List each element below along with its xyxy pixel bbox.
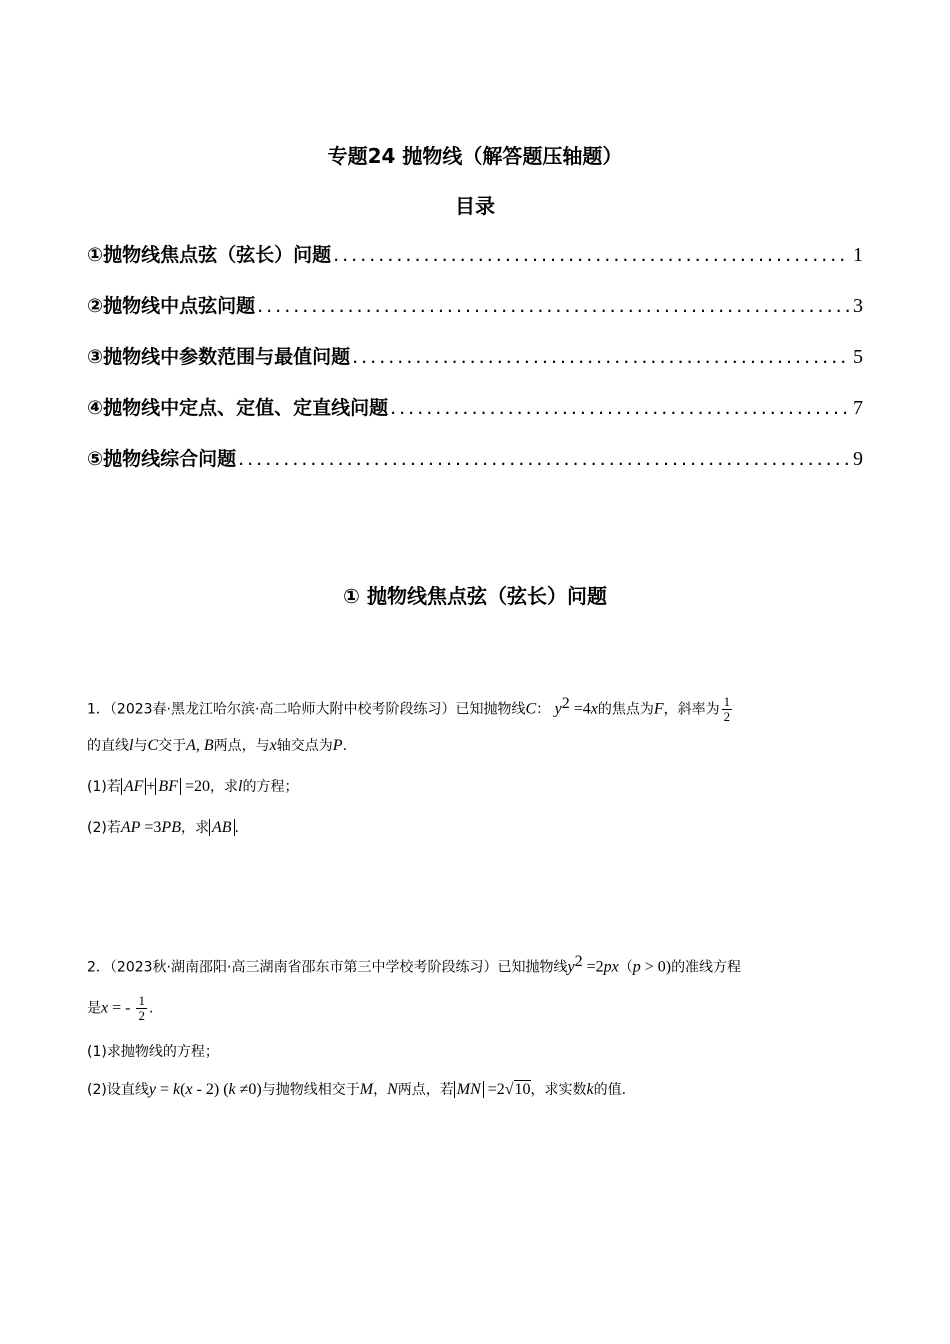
math-var: AP	[120, 819, 141, 836]
text: 交于	[158, 738, 187, 754]
problem-1-question-1	[87, 777, 298, 797]
problem-2-question-1	[87, 1042, 219, 1062]
math-var: PB	[161, 819, 181, 836]
punct: .	[148, 1000, 154, 1017]
text: (2)设直线	[87, 1082, 149, 1098]
math-exponent: 2	[574, 953, 583, 970]
math-var: A, B	[186, 737, 214, 754]
math-expr: =	[155, 1081, 173, 1098]
problem-number: 1．	[87, 701, 110, 718]
math-expr: =4	[569, 700, 591, 718]
fraction	[136, 994, 147, 1023]
math-var: y	[148, 1081, 156, 1098]
fraction-denominator: 2	[723, 709, 731, 725]
toc-entry-label: ①抛物线焦点弦（弦长）问题	[87, 244, 332, 266]
fraction	[722, 695, 733, 724]
math-var: k	[586, 1081, 594, 1098]
text: 与抛物线相交于	[261, 1082, 360, 1098]
problem-source: （2023秋·湖南邵阳·高三湖南省邵东市第三中学校考阶段练习）已知抛物线	[109, 959, 568, 976]
punct: .	[234, 820, 239, 836]
text: 的焦点为	[597, 701, 654, 718]
math-var: C	[147, 737, 159, 754]
math-var: P	[332, 737, 343, 754]
problem-1-line2	[87, 736, 347, 756]
problem-1-question-2	[87, 818, 239, 838]
toc-entry[interactable]	[87, 291, 863, 342]
math-var: l	[238, 778, 243, 795]
math-var: k	[172, 1081, 181, 1098]
problem-source: （2023春·黑龙江哈尔滨·高二哈师大附中校考阶段练习）已知抛物线	[109, 701, 526, 718]
math-var: N	[387, 1081, 398, 1098]
problem-2-question-2	[87, 1080, 626, 1100]
toc-entry-page: 1	[853, 244, 863, 266]
text: 与	[133, 738, 148, 754]
toc-leader-dots	[257, 295, 849, 317]
text: (1)若	[87, 779, 121, 795]
math-var: k	[228, 1081, 236, 1098]
toc-entry-page: 5	[853, 346, 863, 368]
math-var: x	[101, 999, 109, 1017]
math-var: x	[269, 737, 277, 754]
fraction-numerator: 1	[138, 993, 145, 1008]
text: (2)若	[87, 820, 121, 836]
text: ，求实数	[530, 1082, 587, 1098]
problem-number: 2．	[87, 959, 110, 976]
section-heading: ① 抛物线焦点弦（弦长）问题	[343, 584, 607, 608]
punct: （	[618, 959, 633, 976]
math-var: y	[567, 958, 575, 976]
math-expr: (	[180, 1081, 186, 1098]
text: ，求	[180, 820, 209, 836]
math-var: px	[603, 958, 619, 976]
toc-entry-label: ③抛物线中参数范围与最值问题	[87, 346, 351, 368]
math-abs: AF	[121, 778, 147, 795]
math-expr: = -	[108, 999, 135, 1017]
punct: .	[342, 738, 348, 754]
toc-leader-dots	[352, 346, 849, 368]
math-expr: - 2) (	[192, 1081, 229, 1098]
toc-entry[interactable]	[87, 393, 863, 444]
toc-entry-label: ④抛物线中定点、定值、定直线问题	[87, 397, 389, 419]
math-var: x	[590, 700, 598, 718]
math-var: l	[129, 737, 134, 754]
problem-2-stem	[87, 952, 741, 978]
math-expr: =2	[582, 958, 604, 976]
text: 的直线	[87, 738, 129, 754]
toc-entry-page: 9	[853, 448, 863, 470]
text: (1)求抛物线的方程；	[87, 1044, 219, 1060]
problem-1-stem	[87, 694, 734, 724]
text: ，求	[210, 779, 238, 795]
math-sqrt-radicand: 10	[514, 1081, 531, 1098]
math-var: x	[185, 1081, 193, 1098]
text: 两点，与	[213, 738, 270, 754]
toc-heading: 目录	[455, 194, 495, 218]
sqrt-sign: √	[504, 1081, 514, 1098]
text: 的准线方程	[671, 959, 742, 976]
fraction-numerator: 1	[723, 694, 731, 710]
punct: ：	[536, 701, 551, 718]
document-title: 专题24 抛物线（解答题压轴题）	[327, 144, 623, 168]
toc-entry[interactable]	[87, 342, 863, 393]
math-abs: AB	[209, 819, 235, 836]
math-var: C	[525, 700, 537, 718]
toc-entry[interactable]	[87, 240, 863, 291]
math-abs: BF	[155, 778, 181, 795]
text: ，斜率为	[663, 701, 720, 718]
text: 的方程；	[242, 779, 299, 795]
text: 的值.	[593, 1082, 627, 1098]
math-expr: =2	[483, 1081, 505, 1098]
toc-entry-page: 3	[853, 295, 863, 317]
math-expr: ≠0)	[235, 1081, 262, 1098]
math-abs: MN	[454, 1081, 484, 1098]
text: 是	[87, 1000, 101, 1017]
math-exponent: 2	[561, 695, 570, 712]
toc-leader-dots	[390, 397, 849, 419]
toc-leader-dots	[333, 244, 849, 266]
math-op: +	[146, 778, 156, 795]
math-var: p	[632, 958, 641, 976]
math-var: F	[653, 700, 664, 718]
table-of-contents	[87, 240, 863, 495]
problem-2-line2	[87, 994, 153, 1023]
text: 轴交点为	[276, 738, 333, 754]
math-expr: > 0)	[640, 958, 672, 976]
toc-entry[interactable]	[87, 444, 863, 495]
text: 两点，若	[397, 1082, 454, 1098]
math-var: M	[359, 1081, 374, 1098]
toc-entry-label: ⑤抛物线综合问题	[87, 448, 237, 470]
math-expr: =20	[180, 778, 210, 795]
toc-leader-dots	[238, 448, 849, 470]
punct: ，	[373, 1082, 388, 1098]
math-var: y	[554, 700, 562, 718]
math-expr: =3	[140, 819, 162, 836]
toc-entry-label: ②抛物线中点弦问题	[87, 295, 256, 317]
toc-entry-page: 7	[853, 397, 863, 419]
fraction-denominator: 2	[138, 1008, 145, 1023]
